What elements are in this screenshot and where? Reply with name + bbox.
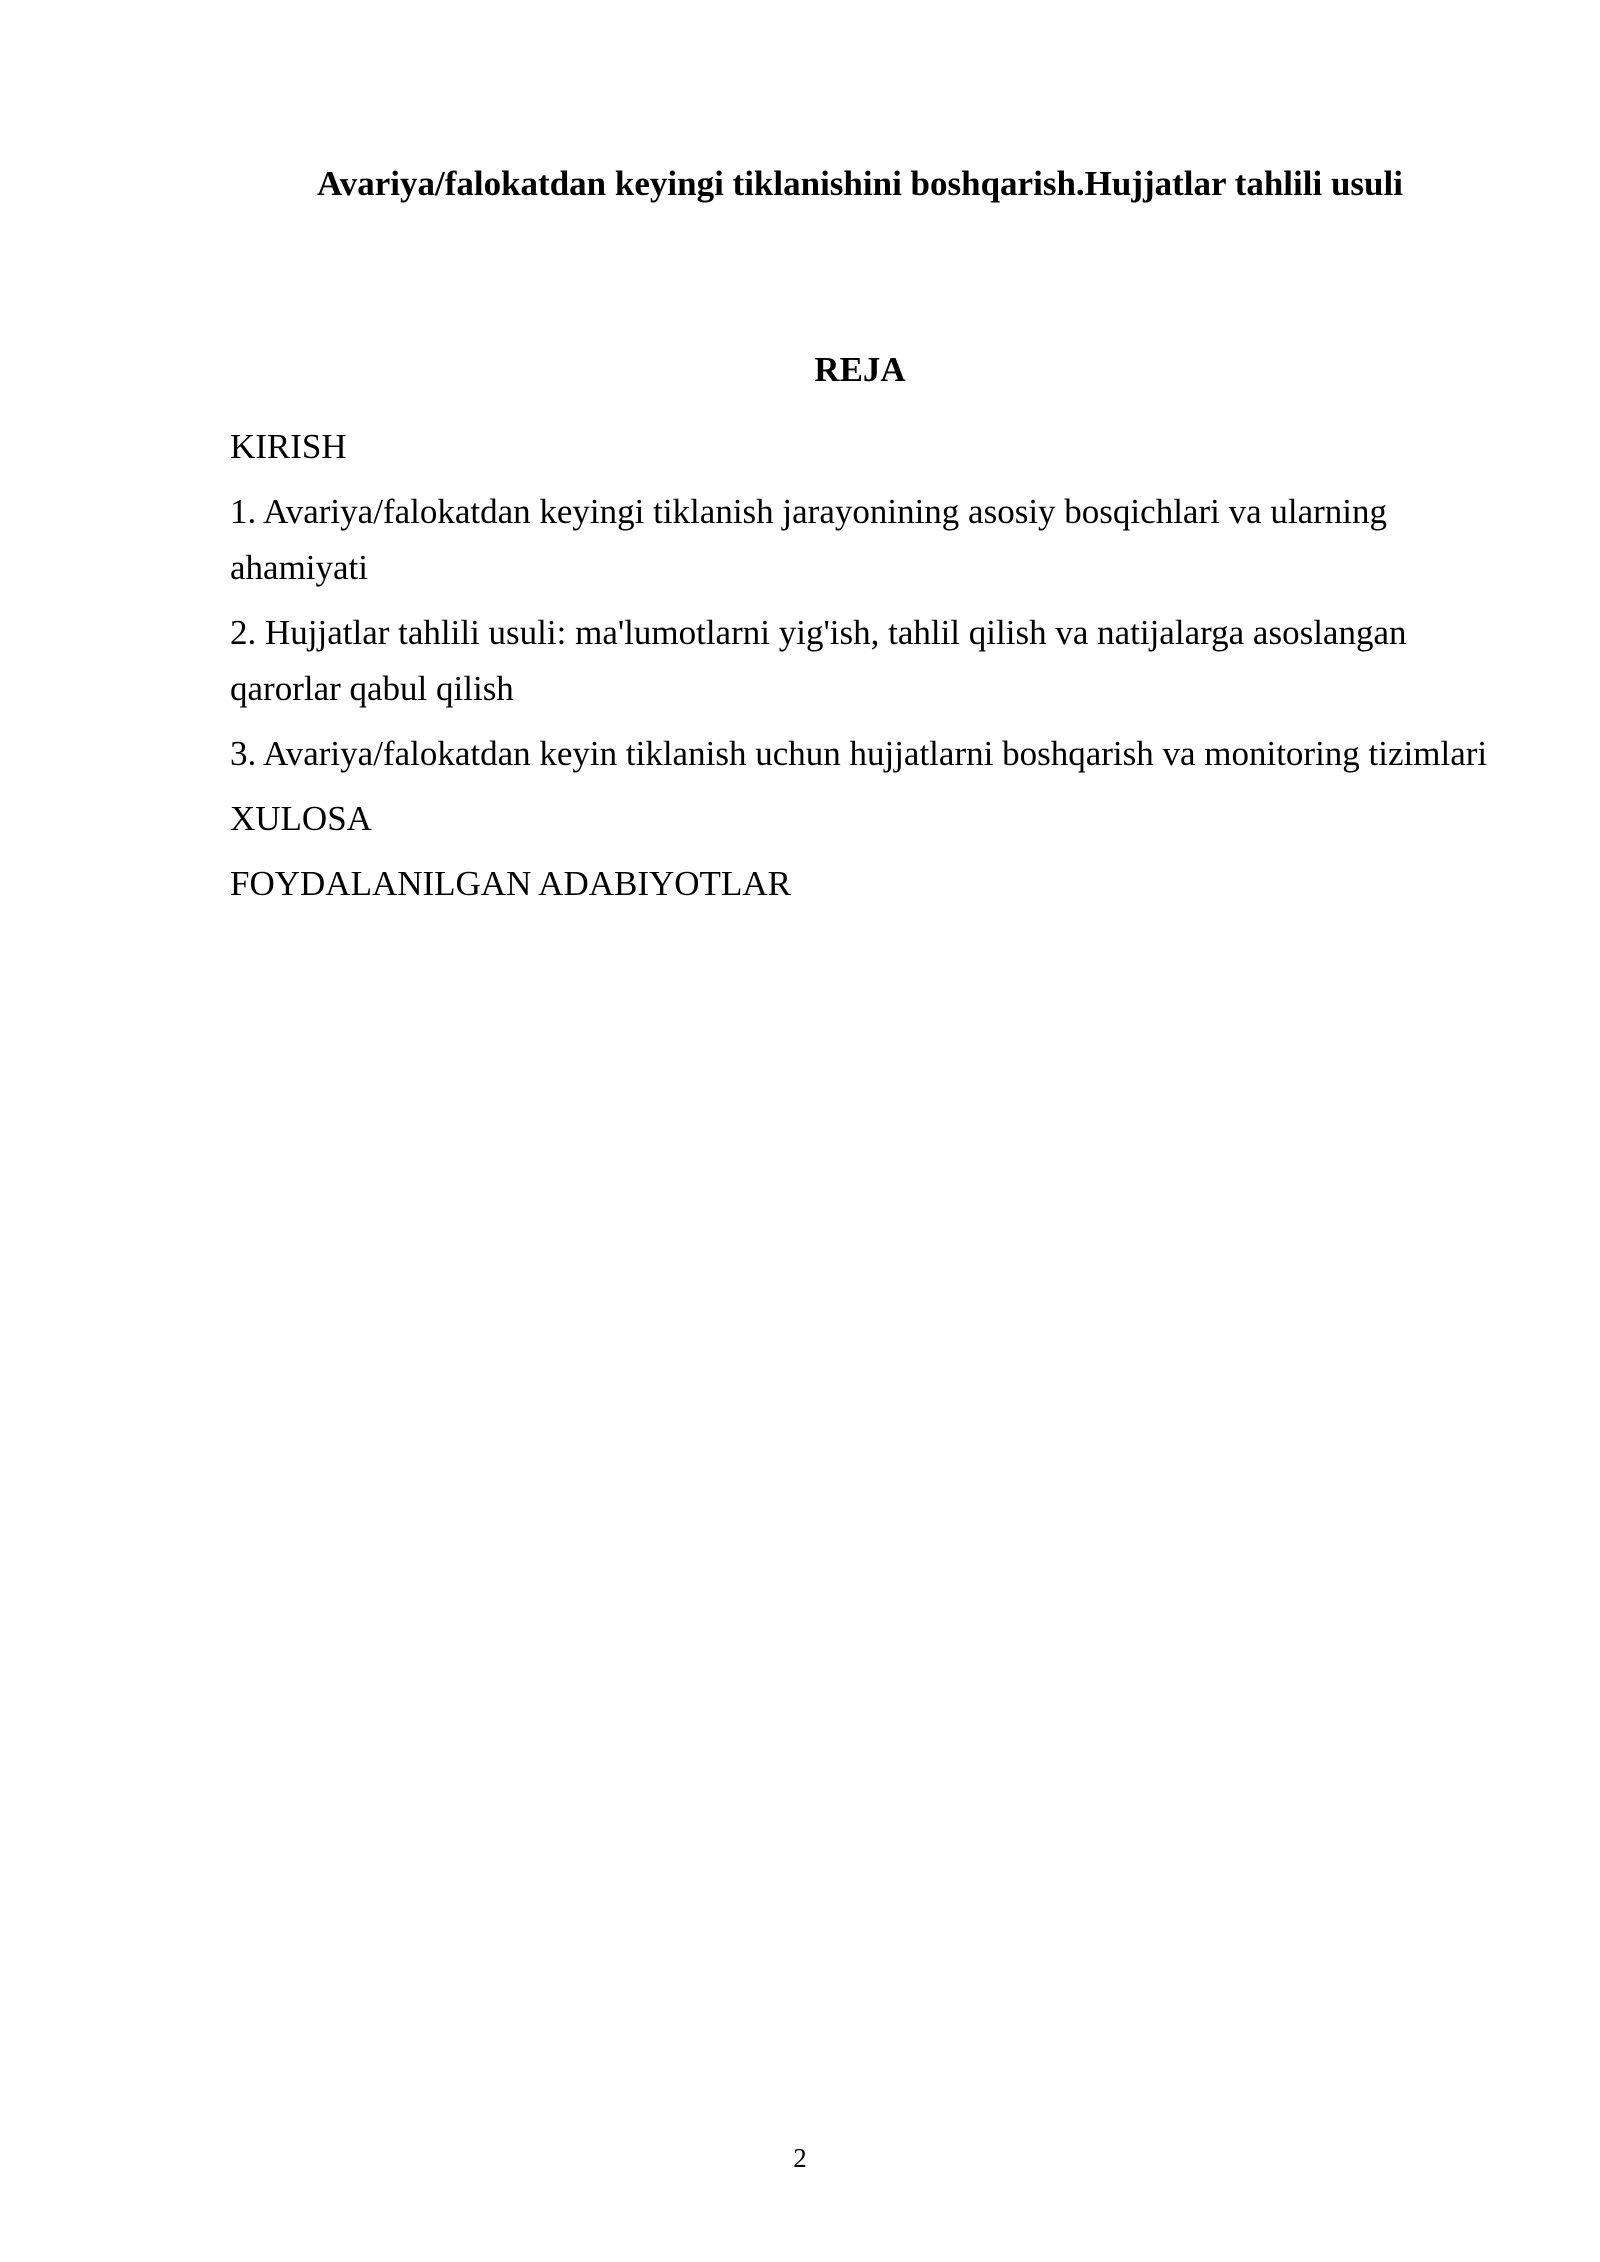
plan-item-2: 2. Hujjatlar tahlili usuli: ma'lumotlarni yig'ish, tahlil qilish va natijalarga asoslangan qarorlar qabul qilish <box>230 613 1407 708</box>
plan-item-references: FOYDALANILGAN ADABIYOTLAR <box>230 864 791 903</box>
plan-item-3: 3. Avariya/falokatdan keyin tiklanish uchun hujjatlarni boshqarish va monitoring tizimlari <box>230 734 1488 773</box>
document-title: Avariya/falokatdan keyingi tiklanishini boshqarish.Hujjatlar tahlili usuli <box>317 164 1403 203</box>
plan-item-conclusion: XULOSA <box>230 799 372 838</box>
page-number: 2 <box>793 2143 807 2173</box>
plan-item-1: 1. Avariya/falokatdan keyingi tiklanish jarayonining asosiy bosqichlari va ularning ahamiyati <box>230 492 1387 587</box>
plan-list <box>230 419 1500 921</box>
plan-heading: REJA <box>814 350 906 389</box>
plan-item-introduction: KIRISH <box>230 427 347 466</box>
